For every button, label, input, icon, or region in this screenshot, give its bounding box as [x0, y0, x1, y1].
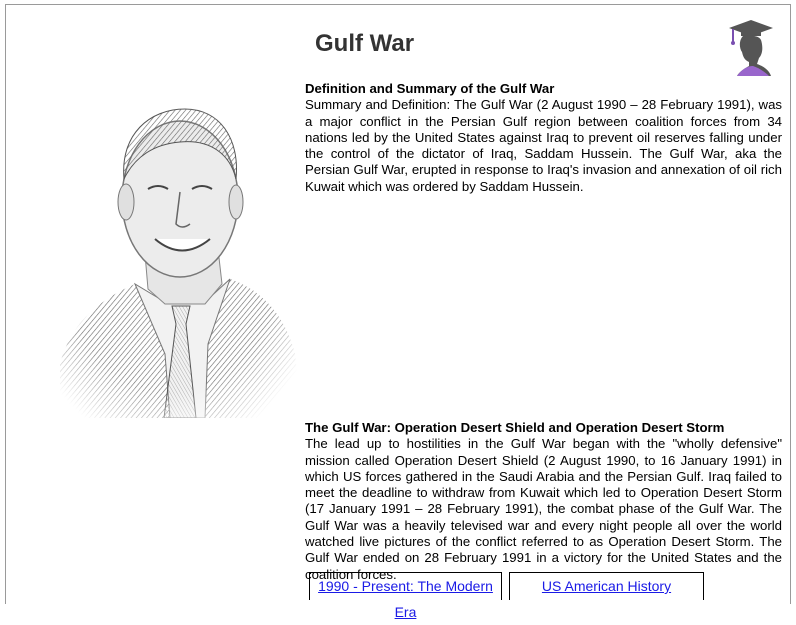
graduation-cap-icon	[727, 18, 775, 76]
section-text: Summary and Definition: The Gulf War (2 August 1990 – 28 February 1991), was a major conflict in the Persian Gulf region between coalition forces from 34 nations led by the United States against Iraq to prevent oil reserves falling under the control of the dictator of Iraq, Saddam Hussein. The Gulf War, aka the Persian Gulf War, erupted in response to Iraq's invasion and annexation of oil rich Kuwait which was ordered by Saddam Hussein.	[305, 97, 782, 194]
link-modern-era[interactable]: 1990 - Present: The Modern Era	[318, 578, 493, 620]
portrait-image	[40, 84, 302, 418]
section-text: The lead up to hostilities in the Gulf War began with the "wholly defensive" mission called Operation Desert Shield (2 August 1990, to 16 January 1991) in which US forces gathered in the Saudi Arabia and the Persian Gulf. Iraq failed to meet the deadline to withdraw from Kuwait which led to Operation Desert Storm (17 January 1991 – 28 February 1991), the combat phase of the Gulf War. The Gulf War was a heavily televised war and every night people all over the world watched live pictures of the conflict referred to as Operation Desert Storm. The Gulf War ended on 28 February 1991 in a victory for the United States and the coalition forces.	[305, 436, 782, 582]
section-definition	[305, 81, 782, 195]
section-operations	[305, 420, 782, 583]
nav-box-us-history	[509, 572, 704, 600]
section-heading: The Gulf War: Operation Desert Shield and Operation Desert Storm	[305, 420, 725, 435]
link-us-american-history[interactable]: US American History	[541, 578, 672, 594]
nav-box-modern-era	[309, 572, 502, 620]
page-title: Gulf War	[315, 30, 415, 57]
section-heading: Definition and Summary of the Gulf War	[305, 81, 555, 96]
